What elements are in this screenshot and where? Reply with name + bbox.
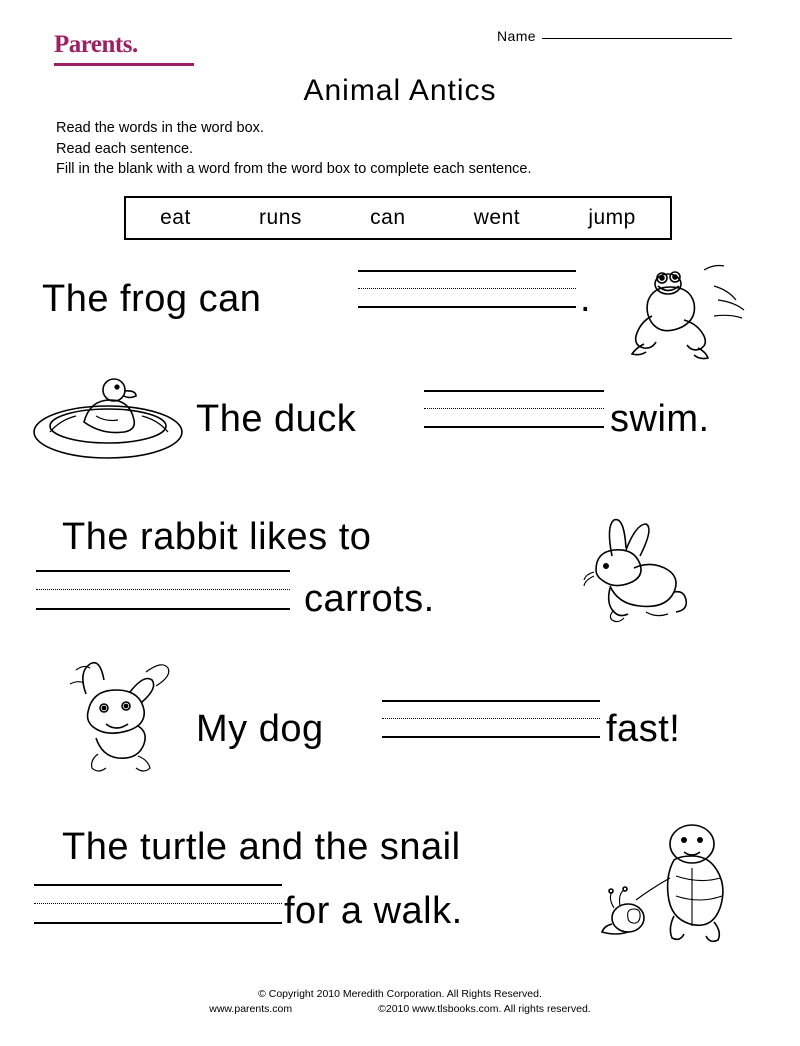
page-title: Animal Antics <box>303 74 497 107</box>
word-box-item: went <box>473 206 521 229</box>
instructions <box>56 118 532 180</box>
sentence-text-rabbit-after: carrots. <box>304 578 435 620</box>
name-field[interactable] <box>497 28 732 44</box>
rabbit-illustration <box>548 514 698 634</box>
name-label: Name <box>497 28 536 44</box>
turtle-and-snail-illustration <box>596 812 766 952</box>
duck-in-pool-illustration <box>18 356 198 466</box>
sentence-text-dog-after: fast! <box>606 708 681 750</box>
sentence-text-duck-after: swim. <box>610 398 710 440</box>
frog-illustration <box>618 256 758 371</box>
name-write-line[interactable] <box>542 38 732 39</box>
answer-blank-turtle[interactable] <box>34 882 282 924</box>
word-box-item: runs <box>259 206 302 229</box>
instruction-line-1: Read the words in the word box. <box>56 120 264 136</box>
word-box-item: can <box>370 206 406 229</box>
word-box-item: jump <box>588 206 636 229</box>
dog-illustration <box>46 650 196 780</box>
answer-blank-dog[interactable] <box>382 698 600 738</box>
answer-blank-frog[interactable] <box>358 268 576 308</box>
brand-text: Parents <box>54 31 132 58</box>
brand-period: . <box>131 31 138 58</box>
sentence-text-turtle-line1: The turtle and the snail <box>62 826 461 868</box>
brand-wordmark <box>54 32 194 57</box>
sentence-text-rabbit-line1: The rabbit likes to <box>62 516 372 558</box>
sentence-text-duck-before: The duck <box>196 398 357 440</box>
footer-site-parents: www.parents.com <box>209 1003 293 1016</box>
word-box-item: eat <box>160 206 191 229</box>
sentence-text-frog-after: . <box>580 278 592 320</box>
word-box <box>124 196 672 240</box>
brand-underline <box>54 63 194 66</box>
sentence-text-turtle-after: for a walk. <box>284 890 463 932</box>
answer-blank-duck[interactable] <box>424 388 604 428</box>
footer-site-tlsbooks: ©2010 www.tlsbooks.com. All rights reserved. <box>378 1003 591 1016</box>
footer <box>0 987 800 1019</box>
instruction-line-3: Fill in the blank with a word from the word box to complete each sentence. <box>56 161 532 178</box>
instruction-line-2: Read each sentence. <box>56 140 194 157</box>
answer-blank-rabbit[interactable] <box>36 568 290 610</box>
parents-logo <box>54 32 194 66</box>
sentence-text-dog-before: My dog <box>196 708 324 750</box>
sentence-text-frog-before: The frog can <box>42 278 262 320</box>
footer-copyright: © Copyright 2010 Meredith Corporation. All Rights Reserved. <box>258 987 542 1000</box>
